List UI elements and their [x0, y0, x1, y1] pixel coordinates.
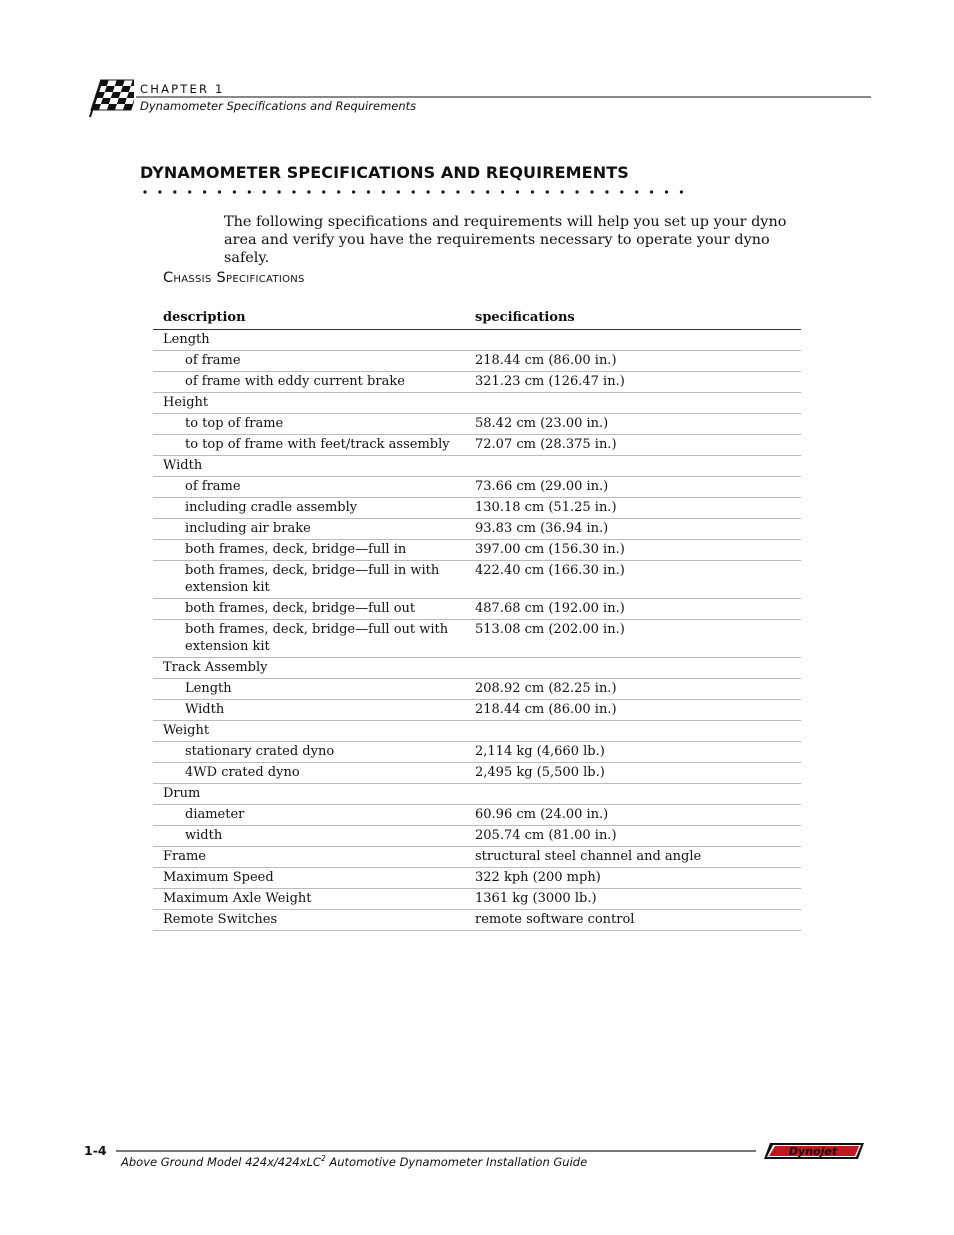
row-description: to top of frame with feet/track assembly	[153, 435, 475, 456]
title-dot	[367, 190, 370, 193]
title-dot	[441, 190, 444, 193]
chapter-label: CHAPTER 1	[140, 82, 225, 96]
title-dot	[501, 190, 504, 193]
guide-title-prefix: Above Ground Model 424x/424xLC	[121, 1154, 321, 1169]
title-dot	[620, 190, 623, 193]
row-specification: 322 kph (200 mph)	[475, 868, 801, 889]
row-description: Drum	[153, 784, 475, 805]
title-dot	[635, 190, 638, 193]
title-dot	[471, 190, 474, 193]
table-row	[153, 847, 801, 868]
title-dot-rule	[143, 189, 693, 195]
row-specification: 513.08 cm (202.00 in.)	[475, 620, 801, 658]
title-dot	[576, 190, 579, 193]
page-number: 1-4	[84, 1143, 107, 1158]
title-dot	[665, 190, 668, 193]
table-body	[153, 330, 801, 931]
row-description: Width	[153, 456, 475, 477]
row-specification: 73.66 cm (29.00 in.)	[475, 477, 801, 498]
row-specification	[475, 456, 801, 477]
row-specification: 1361 kg (3000 lb.)	[475, 889, 801, 910]
row-description: 4WD crated dyno	[153, 763, 475, 784]
row-description: both frames, deck, bridge—full in	[153, 540, 475, 561]
title-dot	[263, 190, 266, 193]
title-dot	[456, 190, 459, 193]
title-dot	[278, 190, 281, 193]
row-description: of frame	[153, 351, 475, 372]
table-row	[153, 889, 801, 910]
row-specification: 218.44 cm (86.00 in.)	[475, 351, 801, 372]
row-description: both frames, deck, bridge—full in with extension kit	[153, 561, 475, 599]
row-specification: 208.92 cm (82.25 in.)	[475, 679, 801, 700]
row-specification: 205.74 cm (81.00 in.)	[475, 826, 801, 847]
row-description: both frames, deck, bridge—full out with extension kit	[153, 620, 475, 658]
row-specification: 397.00 cm (156.30 in.)	[475, 540, 801, 561]
row-description: width	[153, 826, 475, 847]
title-dot	[337, 190, 340, 193]
title-dot	[352, 190, 355, 193]
row-specification: 58.42 cm (23.00 in.)	[475, 414, 801, 435]
table-header-row	[153, 307, 801, 330]
table-row	[153, 435, 801, 456]
title-dot	[516, 190, 519, 193]
row-specification: 72.07 cm (28.375 in.)	[475, 435, 801, 456]
table-row	[153, 700, 801, 721]
row-specification: 487.68 cm (192.00 in.)	[475, 599, 801, 620]
title-dot	[650, 190, 653, 193]
row-description: Weight	[153, 721, 475, 742]
table-row	[153, 658, 801, 679]
row-description: including air brake	[153, 519, 475, 540]
table-row	[153, 477, 801, 498]
row-specification	[475, 330, 801, 351]
title-dot	[143, 190, 146, 193]
row-description: Length	[153, 679, 475, 700]
title-dot	[158, 190, 161, 193]
table-row	[153, 679, 801, 700]
page-title: DYNAMOMETER SPECIFICATIONS AND REQUIREMENTS	[140, 163, 629, 182]
title-dot	[173, 190, 176, 193]
row-specification: 2,495 kg (5,500 lb.)	[475, 763, 801, 784]
footer-rule	[116, 1150, 756, 1152]
row-specification: 422.40 cm (166.30 in.)	[475, 561, 801, 599]
table-row	[153, 456, 801, 477]
row-description: Track Assembly	[153, 658, 475, 679]
title-dot	[427, 190, 430, 193]
title-dot	[203, 190, 206, 193]
row-description: Remote Switches	[153, 910, 475, 931]
row-specification: remote software control	[475, 910, 801, 931]
title-dot	[397, 190, 400, 193]
title-dot	[292, 190, 295, 193]
row-description: Maximum Axle Weight	[153, 889, 475, 910]
row-specification	[475, 393, 801, 414]
dynojet-logo-text: Dynojet	[788, 1145, 838, 1158]
row-description: Width	[153, 700, 475, 721]
row-description: including cradle assembly	[153, 498, 475, 519]
guide-title-suffix: Automotive Dynamometer Installation Guide	[325, 1154, 588, 1169]
row-description: Maximum Speed	[153, 868, 475, 889]
table-row	[153, 351, 801, 372]
title-dot	[412, 190, 415, 193]
title-dot	[188, 190, 191, 193]
table-row	[153, 763, 801, 784]
table-row	[153, 519, 801, 540]
row-specification: 321.23 cm (126.47 in.)	[475, 372, 801, 393]
title-dot	[561, 190, 564, 193]
title-dot	[382, 190, 385, 193]
title-dot	[531, 190, 534, 193]
row-specification	[475, 784, 801, 805]
table-row	[153, 826, 801, 847]
table-row	[153, 784, 801, 805]
table-row	[153, 540, 801, 561]
table-row	[153, 721, 801, 742]
row-description: of frame	[153, 477, 475, 498]
chassis-spec-table	[153, 307, 801, 931]
checkered-flag-icon	[84, 76, 134, 118]
title-dot	[546, 190, 549, 193]
chapter-subtitle: Dynamometer Specifications and Requirements	[140, 99, 417, 113]
row-description: Frame	[153, 847, 475, 868]
row-description: both frames, deck, bridge—full out	[153, 599, 475, 620]
title-dot	[486, 190, 489, 193]
table-row	[153, 498, 801, 519]
column-header-description: description	[153, 307, 475, 330]
table-row	[153, 620, 801, 658]
guide-title-superscript: 2	[320, 1154, 326, 1163]
table-row	[153, 868, 801, 889]
row-description: stationary crated dyno	[153, 742, 475, 763]
row-description: diameter	[153, 805, 475, 826]
table-row	[153, 561, 801, 599]
header-rule	[136, 96, 871, 98]
intro-paragraph: The following specifications and requirements will help you set up your dyno area and verify you have the requirements necessary to operate your dyno safely.	[224, 214, 787, 266]
row-specification	[475, 658, 801, 679]
table-row	[153, 393, 801, 414]
row-specification	[475, 721, 801, 742]
row-description: of frame with eddy current brake	[153, 372, 475, 393]
title-dot	[218, 190, 221, 193]
title-dot	[680, 190, 683, 193]
row-specification: structural steel channel and angle	[475, 847, 801, 868]
title-dot	[233, 190, 236, 193]
title-dot	[605, 190, 608, 193]
table-row	[153, 805, 801, 826]
row-description: to top of frame	[153, 414, 475, 435]
row-description: Length	[153, 330, 475, 351]
title-dot	[322, 190, 325, 193]
row-specification: 130.18 cm (51.25 in.)	[475, 498, 801, 519]
guide-title	[121, 1154, 587, 1169]
title-dot	[307, 190, 310, 193]
table-row	[153, 742, 801, 763]
table-row	[153, 330, 801, 351]
table-row	[153, 414, 801, 435]
section-heading: Chassis Specifications	[163, 270, 305, 286]
row-specification: 93.83 cm (36.94 in.)	[475, 519, 801, 540]
table-row	[153, 372, 801, 393]
column-header-specifications: specifications	[475, 307, 801, 330]
row-specification: 218.44 cm (86.00 in.)	[475, 700, 801, 721]
title-dot	[248, 190, 251, 193]
dynojet-logo	[762, 1141, 866, 1161]
row-specification: 2,114 kg (4,660 lb.)	[475, 742, 801, 763]
table-row	[153, 599, 801, 620]
title-dot	[590, 190, 593, 193]
table-row	[153, 910, 801, 931]
row-description: Height	[153, 393, 475, 414]
row-specification: 60.96 cm (24.00 in.)	[475, 805, 801, 826]
